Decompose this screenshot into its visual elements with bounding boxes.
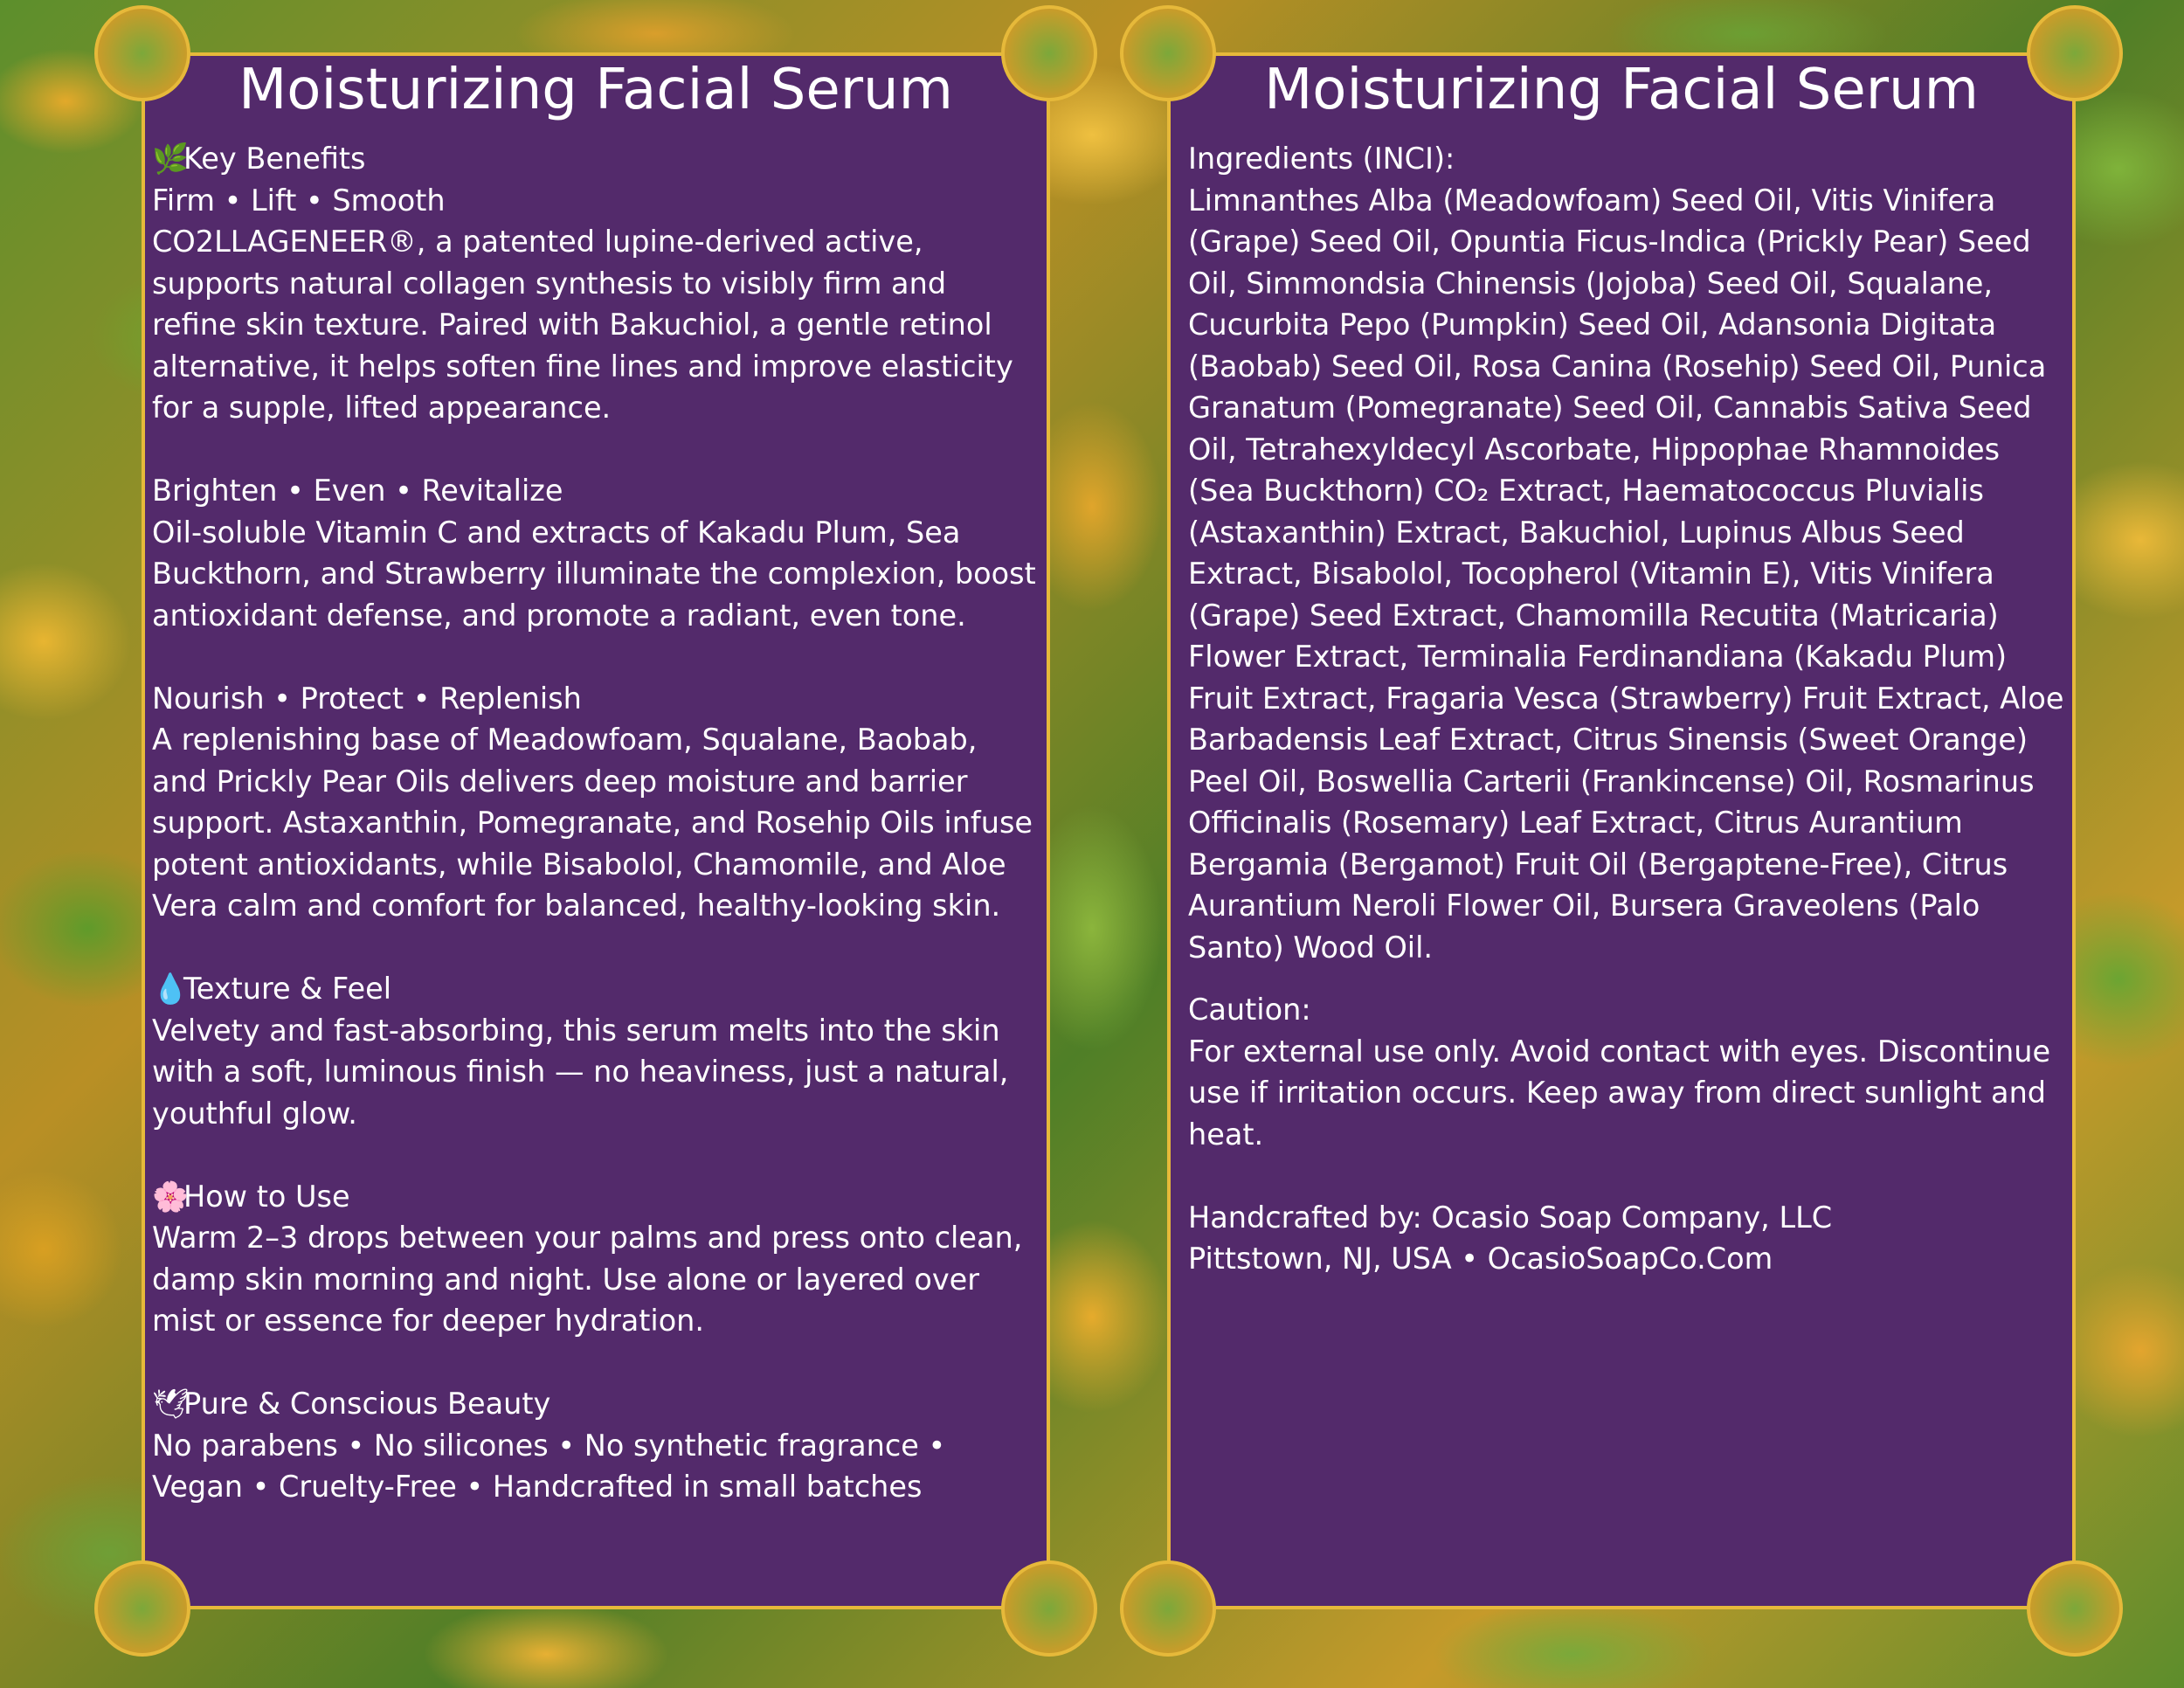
section-heading: Nourish • Protect • Replenish bbox=[152, 681, 582, 716]
howto-heading: 🌸How to Use bbox=[152, 1176, 1040, 1218]
pure-heading: 🕊Pure & Conscious Beauty bbox=[152, 1383, 1040, 1425]
section-body: CO2LLAGENEER®, a patented lupine-derived active, supports natural collagen synthesis to visibly firm and refine skin texture. Paired with Bakuchiol, a gentle retinol alternative, it helps soften fine lines and improve elasticity for a supple, lifted appearance. bbox=[152, 225, 1013, 425]
left-panel-content-wrap bbox=[142, 52, 1050, 1609]
caution-heading: Caution: bbox=[1188, 993, 1311, 1027]
section-body: Oil-soluble Vitamin C and extracts of Kakadu Plum, Sea Buckthorn, and Strawberry illuminate the complexion, boost antioxidant defense, and promote a radiant, even tone. bbox=[152, 515, 1036, 633]
ingredients-heading: Ingredients (INCI): bbox=[1188, 142, 1455, 176]
right-panel-title: Moisturizing Facial Serum bbox=[1264, 58, 1979, 122]
howto-body: Warm 2–3 drops between your palms and press onto clean, damp skin morning and night. Use alone or layered over mist or essence for deeper hydration. bbox=[152, 1221, 1023, 1338]
caution-body: For external use only. Avoid contact with eyes. Discontinue use if irritation occurs. Keep away from direct sunlight and heat. bbox=[1188, 1034, 2051, 1152]
key-benefits-heading: 🌿Key Benefits bbox=[152, 138, 1040, 180]
flower-icon: 🌸 bbox=[152, 1179, 189, 1214]
right-panel-content-wrap bbox=[1167, 52, 2076, 1609]
section-heading: Firm • Lift • Smooth bbox=[152, 183, 446, 218]
texture-body: Velvety and fast-absorbing, this serum melts into the skin with a soft, luminous finish — no heaviness, just a natural, youthful glow. bbox=[152, 1013, 1009, 1131]
pure-body: No parabens • No silicones • No synthetic fragrance • Vegan • Cruelty-Free • Handcrafted in small batches bbox=[152, 1428, 946, 1504]
dove-icon: 🕊 bbox=[152, 1387, 190, 1421]
droplet-icon: 💧 bbox=[152, 972, 189, 1006]
right-panel-content bbox=[1188, 138, 2065, 1280]
location-line: Pittstown, NJ, USA • OcasioSoapCo.Com bbox=[1188, 1242, 1773, 1276]
left-panel-title: Moisturizing Facial Serum bbox=[238, 58, 953, 122]
left-panel-content bbox=[152, 138, 1040, 1508]
section-heading: Brighten • Even • Revitalize bbox=[152, 474, 563, 508]
texture-heading: 💧Texture & Feel bbox=[152, 968, 1040, 1010]
ingredients-list: Limnanthes Alba (Meadowfoam) Seed Oil, Vitis Vinifera (Grape) Seed Oil, Opuntia Ficus-Indica (Prickly Pear) Seed Oil, Simmondsia Chinensis (Jojoba) Seed Oil, Squalane, Cucurbita Pepo (Pumpkin) Seed Oil, Adansonia Digitata (Baobab) Seed Oil, Rosa Canina (Rosehip) Seed Oil, Punica Granatum (Pomegranate) Seed Oil, Cannabis Sativa Seed Oil, Tetrahexyldecyl Ascorbate, Hippophae Rhamnoides (Sea Buckthorn) CO₂ Extract, Haematococcus Pluvialis (Astaxanthin) Extract, Bakuchiol, Lupinus Albus Seed Extract, Bisabolol, Tocopherol (Vitamin E), Vitis Vinifera (Grape) Seed Extract, Chamomilla Recutita (Matricaria) Flower Extract, Terminalia Ferdinandiana (Kakadu Plum) Fruit Extract, Fragaria Vesca (Strawberry) Fruit Extract, Aloe Barbadensis Leaf Extract, Citrus Sinensis (Sweet Orange) Peel Oil, Boswellia Carterii (Frankincense) Oil, Rosmarinus Officinalis (Rosemary) Leaf Extract, Citrus Aurantium Bergamia (Bergamot) Fruit Oil (Bergaptene-Free), Citrus Aurantium Neroli Flower Oil, Bursera Graveolens (Palo Santo) Wood Oil. bbox=[1188, 183, 2064, 965]
herb-icon: 🌿 bbox=[152, 142, 189, 176]
section-body: A replenishing base of Meadowfoam, Squalane, Baobab, and Prickly Pear Oils delivers deep moisture and barrier support. Astaxanthin, Pomegranate, and Rosehip Oils infuse potent antioxidants, while Bisabolol, Chamomile, and Aloe Vera calm and comfort for balanced, healthy-looking skin. bbox=[152, 723, 1033, 923]
maker-line: Handcrafted by: Ocasio Soap Company, LLC bbox=[1188, 1200, 1833, 1235]
